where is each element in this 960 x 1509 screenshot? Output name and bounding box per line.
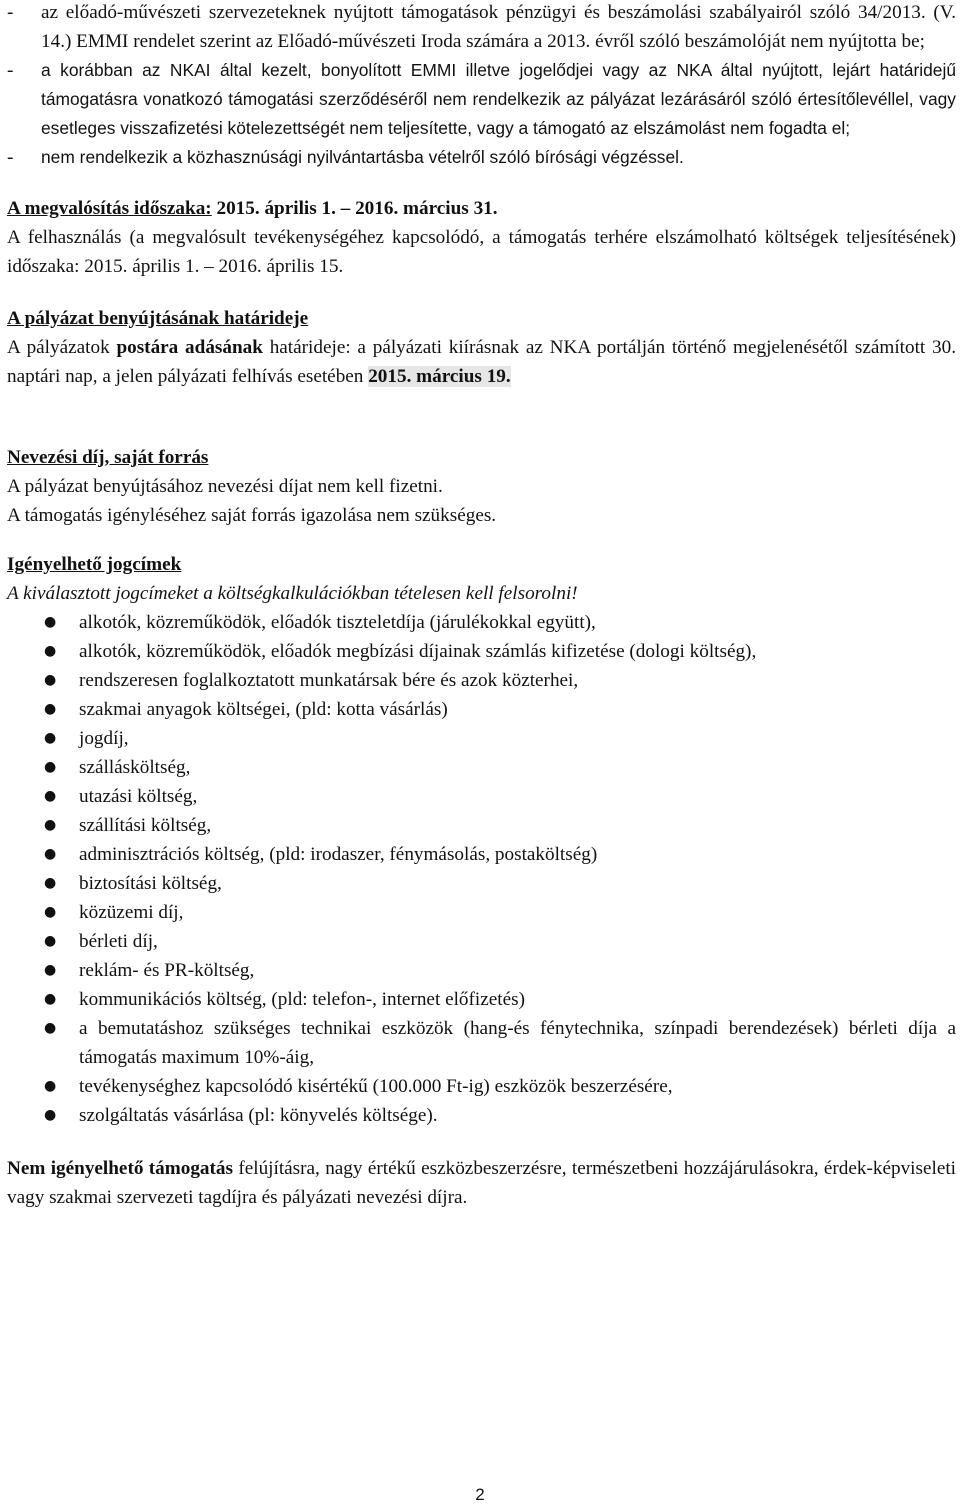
bullet-icon: ● — [44, 643, 57, 659]
list-item-text: kommunikációs költség, (pld: telefon-, internet előfizetés) — [79, 989, 525, 1010]
eligibility-item-contract — [7, 56, 956, 143]
deadline-date: 2015. március 19. — [368, 366, 511, 387]
not-eligible-label: Nem igényelhető támogatás — [7, 1158, 233, 1179]
deadline-text-post: határideje: a pályázati kiírásnak az NKA portálján történő megjelenésétől számított 30. naptári nap, a jelen pályázati felhívás esetében — [7, 337, 956, 387]
list-item-text: közüzemi díj, — [79, 902, 184, 923]
list-item — [7, 608, 956, 637]
bullet-icon: ● — [44, 1078, 57, 1094]
list-item — [7, 782, 956, 811]
eligibility-item-reporting — [7, 0, 956, 56]
realization-dates: 2015. április 1. – 2016. március 31. — [216, 198, 498, 219]
list-item-text: szállítási költség, — [79, 815, 212, 836]
list-item — [7, 1072, 956, 1101]
bullet-icon: ● — [44, 904, 57, 920]
list-item — [7, 1014, 956, 1072]
bullet-icon: ● — [44, 962, 57, 978]
list-item-text: jogdíj, — [79, 728, 129, 749]
list-item — [7, 695, 956, 724]
list-item — [7, 753, 956, 782]
dash-marker: - — [7, 2, 14, 23]
list-item-text: szállásköltség, — [79, 757, 191, 778]
not-eligible-text — [7, 1154, 956, 1212]
bullet-icon: ● — [44, 730, 57, 746]
bullet-icon: ● — [44, 759, 57, 775]
list-item-text: utazási költség, — [79, 786, 198, 807]
eligible-costs-section — [7, 550, 956, 1130]
list-item-text: bérleti díj, — [79, 931, 158, 952]
bullet-icon: ● — [44, 846, 57, 862]
bullet-icon: ● — [44, 672, 57, 688]
not-eligible-section — [7, 1154, 956, 1212]
list-item — [7, 724, 956, 753]
eligible-costs-list — [7, 608, 956, 1130]
dash-marker: - — [7, 147, 14, 168]
list-item — [7, 637, 956, 666]
list-item — [7, 666, 956, 695]
bullet-icon: ● — [44, 1020, 57, 1036]
fee-line-1: A pályázat benyújtásához nevezési díjat nem kell fizetni. — [7, 476, 443, 497]
list-item-text: alkotók, közreműködök, előadók megbízási díjainak számlás kifizetése (dologi költség), — [79, 641, 757, 662]
bullet-icon: ● — [44, 701, 57, 717]
list-item — [7, 985, 956, 1014]
list-item — [7, 927, 956, 956]
list-item — [7, 869, 956, 898]
list-item — [7, 840, 956, 869]
list-item-text: rendszeresen foglalkoztatott munkatársak bére és azok közterhei, — [79, 670, 579, 691]
bullet-icon: ● — [44, 817, 57, 833]
deadline-text-bold: postára adásának — [116, 337, 263, 358]
list-item-text: alkotók, közreműködök, előadók tiszteletdíja (járulékokkal együtt), — [79, 612, 596, 633]
list-item-text: adminisztrációs költség, (pld: irodaszer, fénymásolás, postaköltség) — [79, 844, 598, 865]
list-item-text: a bemutatáshoz szükséges technikai eszközök (hang-és fénytechnika, színpadi berendezések) bérleti díja a támogatás maximum 10%-áig, — [79, 1018, 956, 1068]
page-number: 2 — [475, 1485, 485, 1504]
eligibility-list — [7, 0, 956, 172]
fee-heading: Nevezési díj, saját forrás — [7, 447, 209, 468]
realization-label: A megvalósítás időszaka: — [7, 198, 212, 219]
fee-line-2: A támogatás igényléséhez saját forrás igazolása nem szükséges. — [7, 505, 497, 526]
bullet-icon: ● — [44, 875, 57, 891]
dash-marker: - — [7, 60, 14, 81]
eligible-costs-heading: Igényelhető jogcímek — [7, 554, 182, 575]
list-item-text: biztosítási költség, — [79, 873, 222, 894]
fee-section — [7, 443, 956, 530]
bullet-icon: ● — [44, 933, 57, 949]
list-item-text: szakmai anyagok költségei, (pld: kotta vásárlás) — [79, 699, 448, 720]
eligibility-item-court-order — [7, 143, 956, 172]
list-item-text: tevékenységhez kapcsolódó kisértékű (100.000 Ft-ig) eszközök beszerzésére, — [79, 1076, 673, 1097]
eligible-costs-instruction: A kiválasztott jogcímeket a költségkalkulációkban tételesen kell felsorolni! — [7, 583, 578, 604]
bullet-icon: ● — [44, 1107, 57, 1123]
realization-section — [7, 194, 956, 281]
eligibility-item-text: a korábban az NKAI által kezelt, bonyolított EMMI illetve jogelődjei vagy az NKA által nyújtott, lejárt határidejű támogatásra vonatkozó támogatási szerződéséről nem rendelkezik az pályázat lezárásáról szóló értesítőlevéllel, vagy esetleges visszafizetési kötelezettségét nem teljesítette, vagy a támogató az elszámolást nem fogadta el; — [41, 60, 956, 138]
not-eligible-body: felújításra, nagy értékű eszközbeszerzésre, természetbeni hozzájárulásokra, érdek-képviseleti vagy szakmai szervezeti tagdíjra és pályázati nevezési díjra. — [7, 1158, 957, 1208]
list-item — [7, 1101, 956, 1130]
list-item-text: szolgáltatás vásárlása (pl: könyvelés költsége). — [79, 1105, 438, 1126]
eligibility-item-text: az előadó-művészeti szervezeteknek nyújtott támogatások pénzügyi és beszámolási szabályairól szóló 34/2013. (V. 14.) EMMI rendelet szerint az Előadó-művészeti Iroda számára a 2013. évről szóló beszámolóját nem nyújtotta be; — [41, 2, 956, 52]
deadline-text-pre: A pályázatok — [7, 337, 117, 358]
list-item-text: reklám- és PR-költség, — [79, 960, 255, 981]
bullet-icon: ● — [44, 788, 57, 804]
eligibility-item-text: nem rendelkezik a közhasznúsági nyilvántartásba vételről szóló bírósági végzéssel. — [41, 147, 684, 167]
deadline-text — [7, 333, 956, 391]
bullet-icon: ● — [44, 991, 57, 1007]
deadline-section — [7, 304, 956, 391]
usage-period: A felhasználás (a megvalósult tevékenységéhez kapcsolódó, a támogatás terhére elszámolható költségek teljesítésének) időszaka: 2015. április 1. – 2016. április 15. — [7, 227, 956, 277]
realization-period — [7, 194, 956, 223]
deadline-heading: A pályázat benyújtásának határideje — [7, 308, 309, 329]
list-item — [7, 898, 956, 927]
bullet-icon: ● — [44, 614, 57, 630]
list-item — [7, 956, 956, 985]
list-item — [7, 811, 956, 840]
